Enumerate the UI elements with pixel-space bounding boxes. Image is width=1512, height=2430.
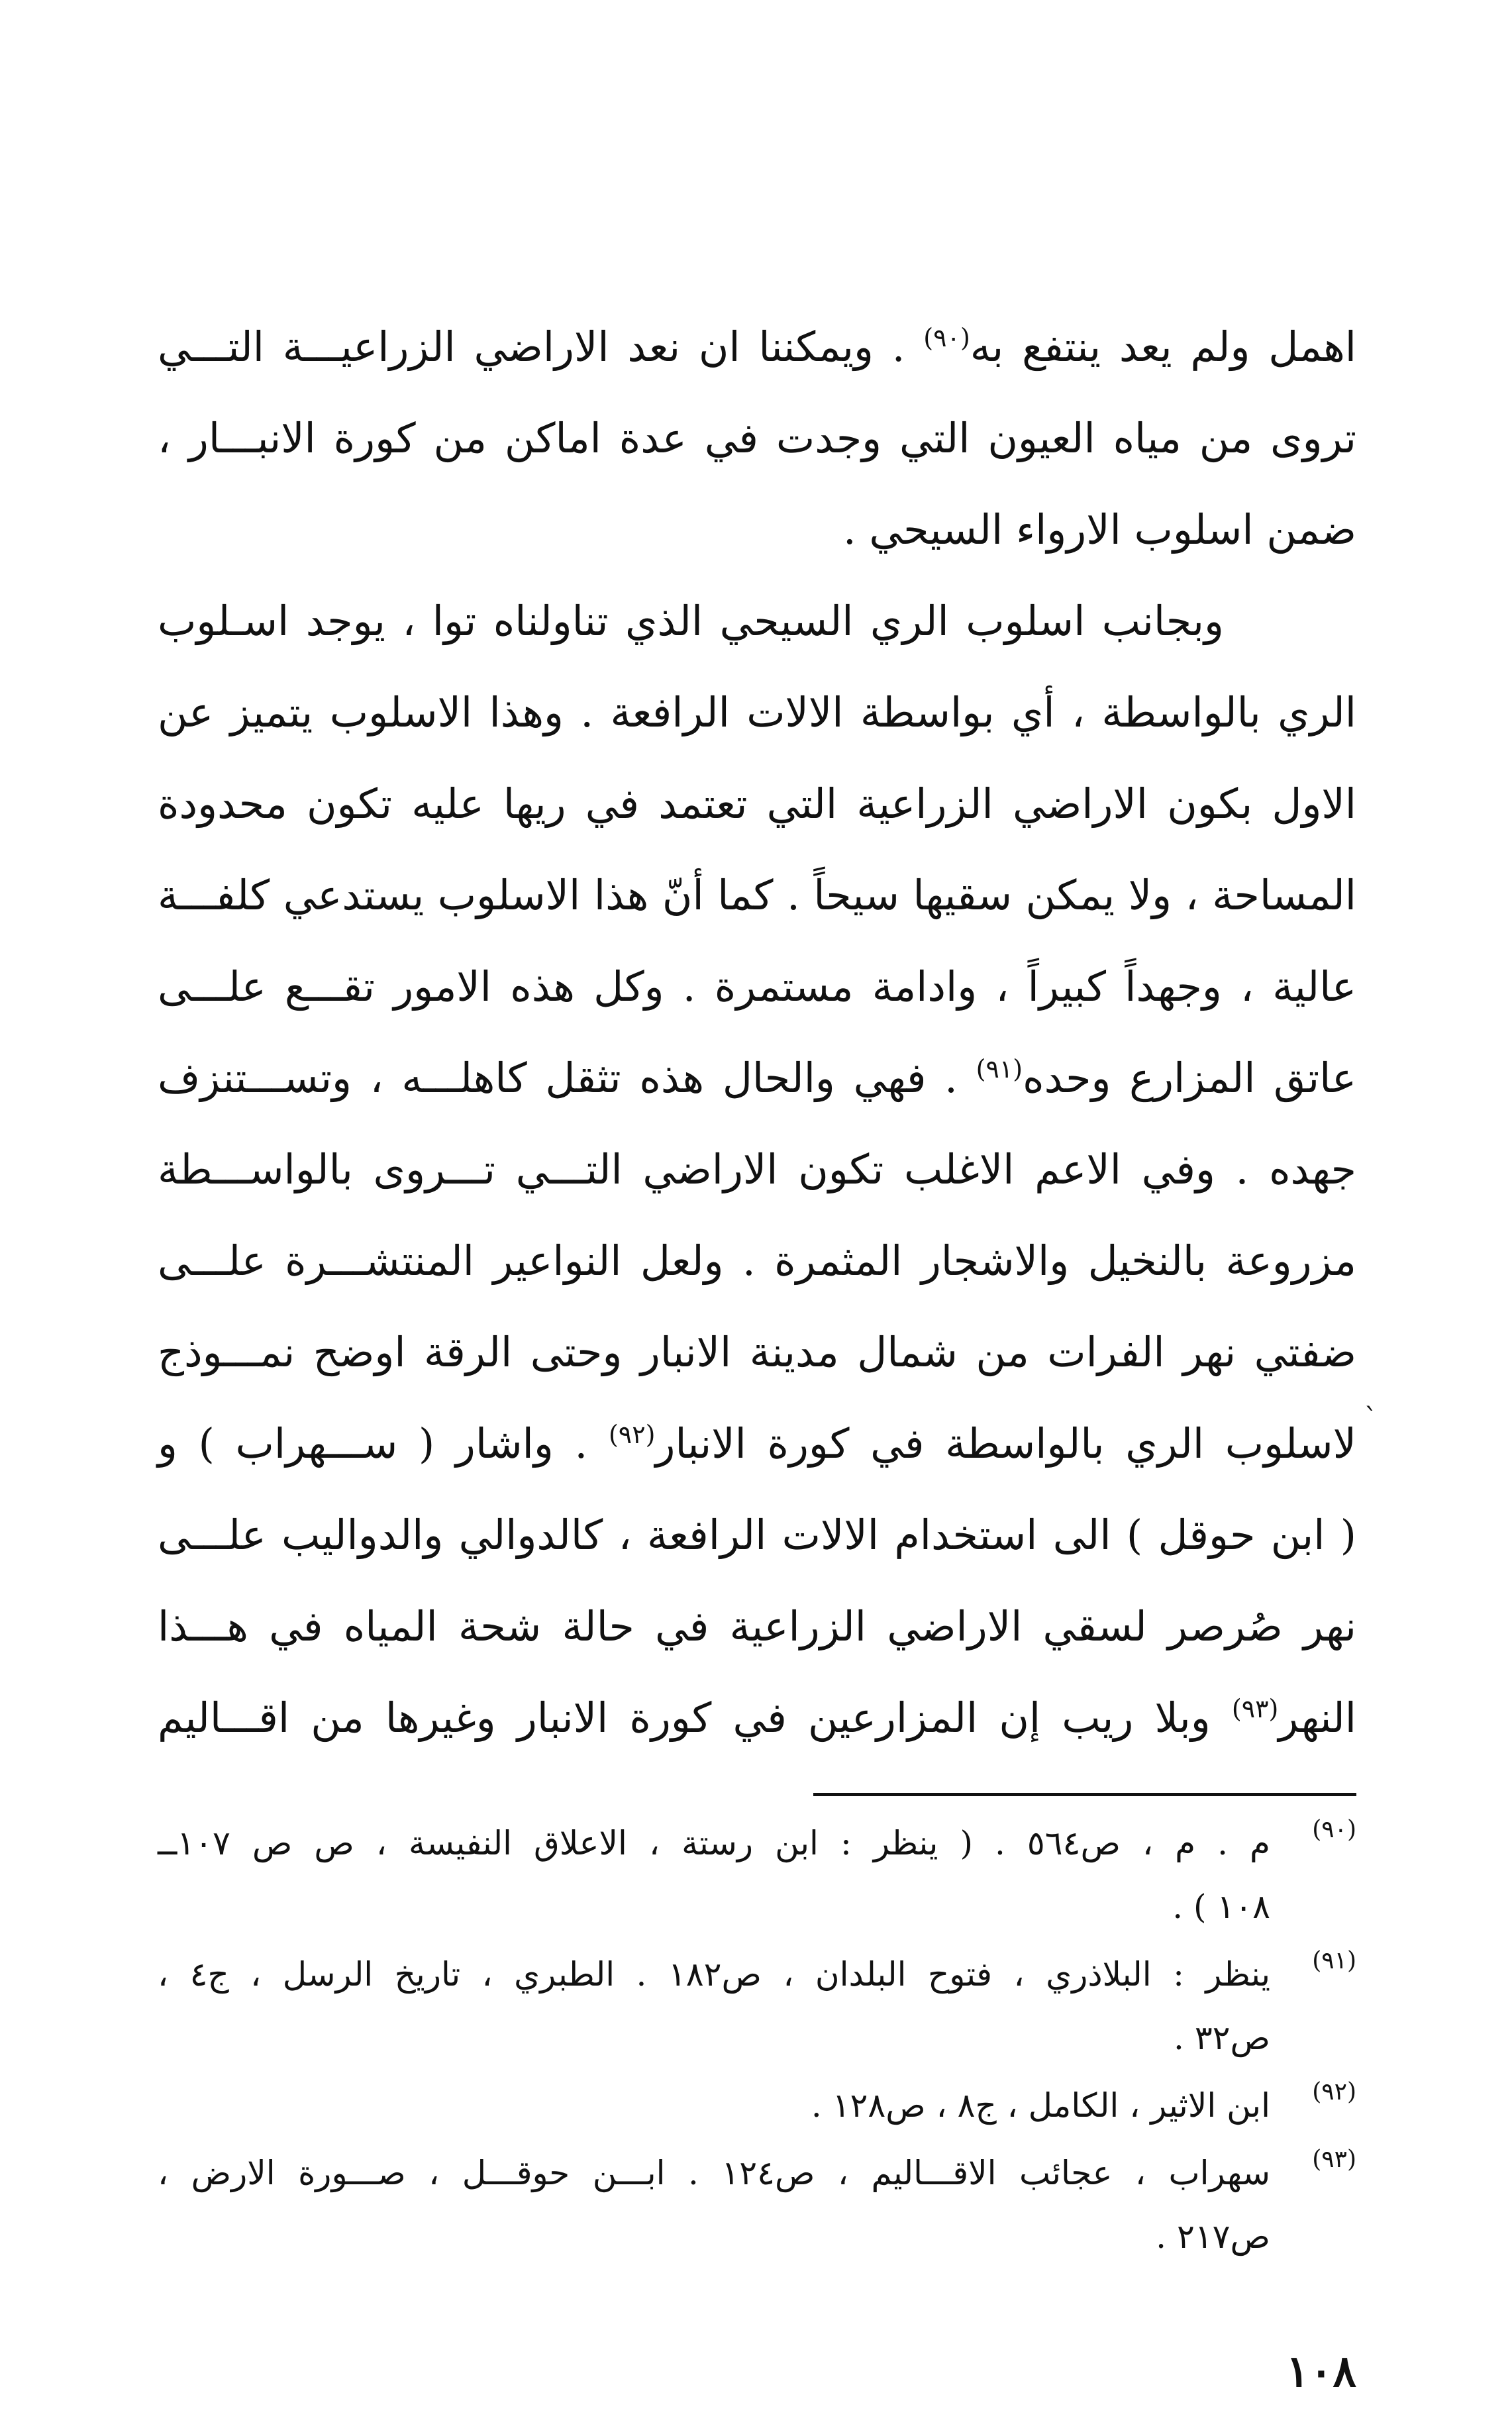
text-line: مزروعة بالنخيل والاشجار المثمرة . ولعل النواعير المنتشـــرة علـــى <box>158 1237 1356 1285</box>
footnote-line: ينظر : البلاذري ، فتوح البلدان ، ص١٨٢ . الطبري ، تاريخ الرسل ، ج٤ ، <box>158 1955 1270 1994</box>
text-line: النهر$^{(٩٣)}$ وبلا ريب إن المزارعين في كورة الانبار وغيرها من اقـــاليم <box>158 1694 1356 1742</box>
stray-mark: ` <box>1364 1403 1378 1434</box>
text-line: جهده . وفي الاعم الاغلب تكون الاراضي التـــي تـــروى بالواســـطة <box>158 1145 1356 1193</box>
text-line: الاول بكون الاراضي الزراعية التي تعتمد في ريها عليه تكون محدودة <box>158 780 1356 828</box>
footnote-item <box>158 2074 1356 2137</box>
text-line: اهمل ولم يعد ينتفع به$^{(٩٠)}$ . ويمكننا ان نعد الاراضي الزراعيـــة التـــي <box>158 323 1356 371</box>
text-line: عاتق المزارع وحده$^{(٩١)}$ . فهي والحال هذه تثقل كاهلـــه ، وتســـتنزف <box>158 1054 1356 1102</box>
footnote-line: ١٠٨ ) . <box>1172 1888 1270 1926</box>
footnote-item <box>158 1811 1356 1939</box>
paragraph-start-line: وبجانب اسلوب الري السيحي الذي تناولناه توا ، يوجد اسـلوب <box>158 597 1224 645</box>
footnotes <box>158 1811 1356 2272</box>
text-line: نهر صُرصر لسقي الاراضي الزراعية في حالة شحة المياه في هـــذا <box>158 1602 1356 1650</box>
footnote-number: (٩٢) <box>1312 2078 1356 2105</box>
footnote-divider <box>813 1793 1356 1796</box>
footnote-ref-90[interactable]: (٩٠) <box>923 323 970 352</box>
page-number: ١٠٨ <box>1285 2345 1356 2397</box>
footnote-ref-91[interactable]: (٩١) <box>976 1054 1023 1084</box>
text-line: ضمن اسلوب الارواء السيحي . <box>843 505 1356 554</box>
text-line: ( ابن حوقل ) الى استخدام الالات الرافعة ، كالدوالي والدواليب علـــى <box>158 1511 1356 1559</box>
text-line: لاسلوب الري بالواسطة في كورة الانبار$^{(٩٢)}$ . واشار ( ســـهراب ) و <box>158 1419 1356 1468</box>
footnote-ref-93[interactable]: (٩٣) <box>1231 1694 1279 1723</box>
footnote-line: ص٣٢ . <box>1174 2019 1270 2057</box>
text-line: تروى من مياه العيون التي وجدت في عدة اماكن من كورة الانبـــار ، <box>158 414 1356 462</box>
footnote-line: ابن الاثير ، الكامل ، ج٨ ، ص١٢٨ . <box>811 2086 1270 2125</box>
text-line: عالية ، وجهداً كبيراً ، وادامة مستمرة . وكل هذه الامور تقـــع علـــى <box>158 962 1356 1011</box>
footnote-line: م . م ، ص٥٦٤ . ( ينظر : ابن رستة ، الاعلاق النفيسة ، ص ص ١٠٧ــ <box>158 1824 1270 1862</box>
main-text <box>158 301 1356 1764</box>
text-line: ضفتي نهر الفرات من شمال مدينة الانبار وحتى الرقة اوضح نمـــوذج <box>158 1328 1356 1376</box>
footnote-line: ص٢١٧ . <box>1156 2217 1270 2256</box>
text-line: الري بالواسطة ، أي بواسطة الالات الرافعة . وهذا الاسلوب يتميز عن <box>158 688 1356 736</box>
text-line: المساحة ، ولا يمكن سقيها سيحاً . كما أنّ هذا الاسلوب يستدعي كلفـــة <box>158 871 1356 919</box>
footnote-number: (٩١) <box>1312 1947 1356 1974</box>
footnote-number: (٩٣) <box>1312 2146 1356 2173</box>
footnote-number: (٩٠) <box>1312 1816 1356 1843</box>
footnote-item <box>158 1943 1356 2070</box>
footnote-ref-92[interactable]: (٩٢) <box>608 1420 656 1449</box>
footnote-line: سهراب ، عجائب الاقـــاليم ، ص١٢٤ . ابـــن حوقـــل ، صـــورة الارض ، <box>158 2154 1270 2192</box>
footnote-item <box>158 2141 1356 2268</box>
